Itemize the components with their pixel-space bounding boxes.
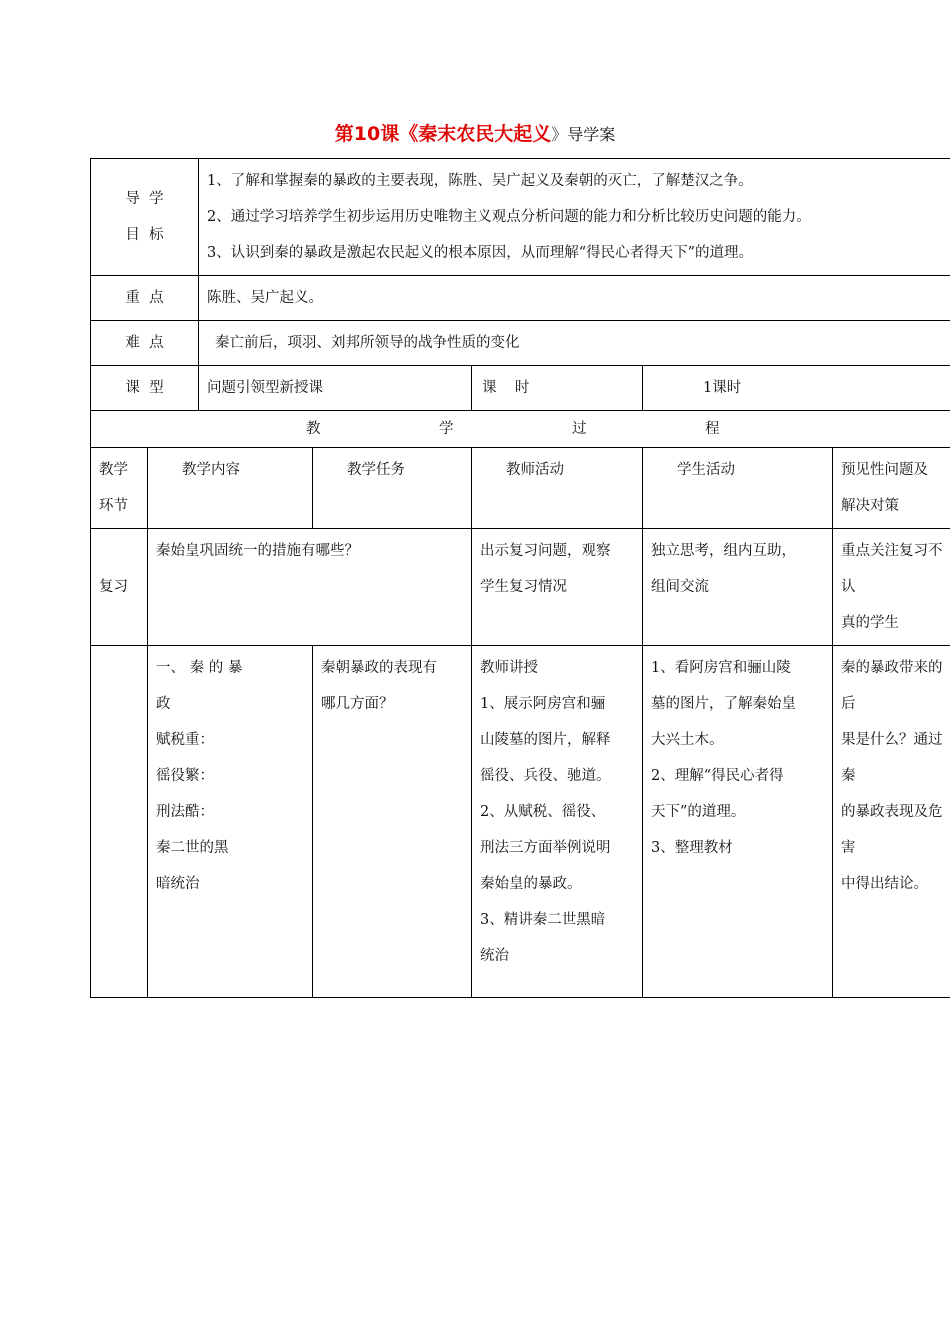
difficulty-row xyxy=(91,321,950,366)
review-question: 秦始皇巩固统一的措施有哪些？ xyxy=(148,529,472,646)
difficulty-label: 难 点 xyxy=(91,321,199,366)
column-header-row xyxy=(91,448,950,529)
document-title xyxy=(0,120,950,149)
title-main: 第10课《秦末农民大起义 xyxy=(334,123,552,145)
key-point-label: 重 点 xyxy=(91,276,199,321)
col-content: 教学内容 xyxy=(148,448,313,529)
review-issues: 重点关注复习不认 真的学生 xyxy=(833,529,950,646)
tyranny-issues: 秦的暴政带来的后 果是什么？通过秦 的暴政表现及危害 中得出结论。 xyxy=(833,646,950,998)
tyranny-row xyxy=(91,646,950,998)
lesson-type-row xyxy=(91,366,950,411)
tyranny-teacher: 教师讲授 1、展示阿房宫和骊 山陵墓的图片，解释 徭役、兵役、驰道。 2、从赋税、徭役、 刑法三方面举例说明 秦始皇的暴政。 3、精讲秦二世黑暗 统治 xyxy=(472,646,643,998)
tyranny-stage xyxy=(91,646,148,998)
process-header: 教 学 过 程 xyxy=(91,411,950,448)
review-stage: 复习 xyxy=(91,529,148,646)
tyranny-content: 一、 秦 的 暴 政 赋税重： 徭役繁： 刑法酷： 秦二世的黑 暗统治 xyxy=(148,646,313,998)
goals-row xyxy=(91,159,950,276)
review-student: 独立思考，组内互助， 组间交流 xyxy=(643,529,833,646)
title-suffix: 》导学案 xyxy=(551,125,616,144)
process-header-row xyxy=(91,411,950,448)
col-task: 教学任务 xyxy=(313,448,472,529)
goals-content xyxy=(199,159,950,276)
review-teacher: 出示复习问题，观察 学生复习情况 xyxy=(472,529,643,646)
col-stage: 教学 环节 xyxy=(91,448,148,529)
tyranny-student: 1、看阿房宫和骊山陵 墓的图片，了解秦始皇 大兴土木。 2、理解“得民心者得 天下”的道理。 3、整理教材 xyxy=(643,646,833,998)
col-teacher: 教师活动 xyxy=(472,448,643,529)
goal-item: 1、了解和掌握秦的暴政的主要表现，陈胜、吴广起义及秦朝的灭亡，了解楚汉之争。 xyxy=(207,173,753,189)
goals-label: 导 学 目 标 xyxy=(91,159,199,276)
goal-item: 2、通过学习培养学生初步运用历史唯物主义观点分析问题的能力和分析比较历史问题的能力。 xyxy=(207,209,811,225)
review-row xyxy=(91,529,950,646)
lesson-type-label: 课 型 xyxy=(91,366,199,411)
class-hours-value: 1课时 xyxy=(643,366,950,411)
class-hours-label: 课 时 xyxy=(472,366,643,411)
col-issues: 预见性问题及 解决对策 xyxy=(833,448,950,529)
lesson-plan-table xyxy=(90,158,950,998)
goal-item: 3、认识到秦的暴政是激起农民起义的根本原因，从而理解“得民心者得天下”的道理。 xyxy=(207,245,754,261)
difficulty-value: 秦亡前后，项羽、刘邦所领导的战争性质的变化 xyxy=(199,321,950,366)
key-point-row xyxy=(91,276,950,321)
lesson-type-value: 问题引领型新授课 xyxy=(199,366,472,411)
key-point-value: 陈胜、吴广起义。 xyxy=(199,276,950,321)
col-student: 学生活动 xyxy=(643,448,833,529)
tyranny-task: 秦朝暴政的表现有 哪几方面？ xyxy=(313,646,472,998)
